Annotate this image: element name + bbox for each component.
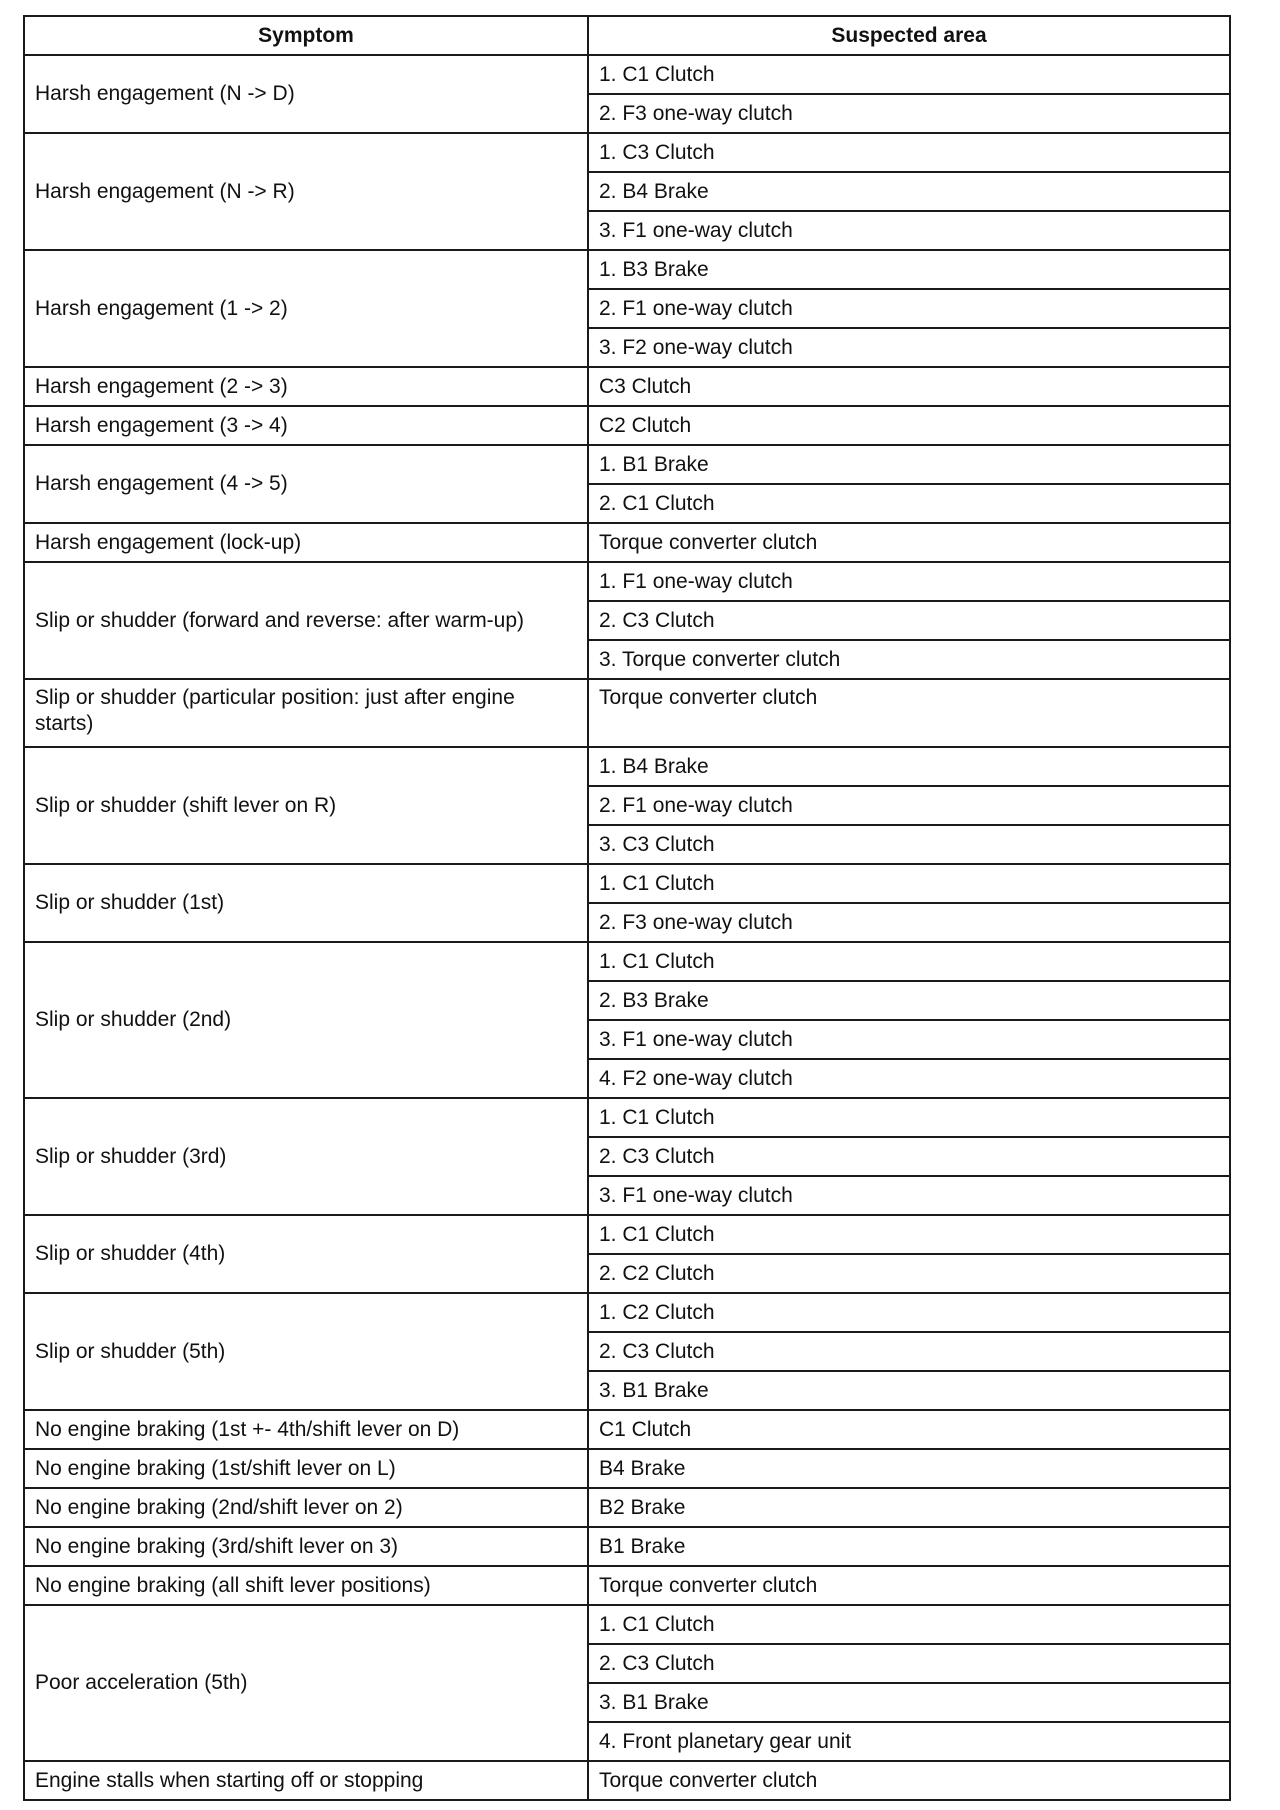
suspected-area-cell: 1. C1 Clutch bbox=[588, 1215, 1230, 1254]
table-row bbox=[24, 367, 1230, 406]
suspected-area-cell: 1. C1 Clutch bbox=[588, 1098, 1230, 1137]
symptom-cell: Harsh engagement (1 -> 2) bbox=[24, 250, 588, 367]
suspected-area-cell: Torque converter clutch bbox=[588, 1761, 1230, 1800]
suspected-area-cell: Torque converter clutch bbox=[588, 523, 1230, 562]
suspected-area-cell: B1 Brake bbox=[588, 1527, 1230, 1566]
suspected-area-cell: 3. F1 one-way clutch bbox=[588, 1020, 1230, 1059]
suspected-area-cell: 1. C1 Clutch bbox=[588, 864, 1230, 903]
symptom-cell: Harsh engagement (4 -> 5) bbox=[24, 445, 588, 523]
suspected-area-cell: Torque converter clutch bbox=[588, 1566, 1230, 1605]
table-row bbox=[24, 1488, 1230, 1527]
symptom-cell: Harsh engagement (2 -> 3) bbox=[24, 367, 588, 406]
table-row bbox=[24, 406, 1230, 445]
suspected-area-cell: 2. C2 Clutch bbox=[588, 1254, 1230, 1293]
suspected-area-cell: 1. B1 Brake bbox=[588, 445, 1230, 484]
suspected-area-cell: 1. C3 Clutch bbox=[588, 133, 1230, 172]
symptom-cell: Slip or shudder (5th) bbox=[24, 1293, 588, 1410]
suspected-area-cell: 2. F3 one-way clutch bbox=[588, 94, 1230, 133]
symptom-cell: Harsh engagement (lock-up) bbox=[24, 523, 588, 562]
suspected-area-cell: C1 Clutch bbox=[588, 1410, 1230, 1449]
table-row bbox=[24, 1215, 1230, 1254]
header-row bbox=[24, 16, 1230, 55]
table-row bbox=[24, 250, 1230, 289]
symptom-cell: Slip or shudder (3rd) bbox=[24, 1098, 588, 1215]
suspected-area-cell: 1. B4 Brake bbox=[588, 747, 1230, 786]
symptom-cell: No engine braking (2nd/shift lever on 2) bbox=[24, 1488, 588, 1527]
suspected-area-cell: 2. C3 Clutch bbox=[588, 1332, 1230, 1371]
suspected-area-cell: 2. B3 Brake bbox=[588, 981, 1230, 1020]
suspected-area-cell: C2 Clutch bbox=[588, 406, 1230, 445]
suspected-area-cell: 2. C3 Clutch bbox=[588, 1137, 1230, 1176]
symptom-cell: Poor acceleration (5th) bbox=[24, 1605, 588, 1761]
table-row bbox=[24, 523, 1230, 562]
table-row bbox=[24, 942, 1230, 981]
table-row bbox=[24, 747, 1230, 786]
suspected-area-cell: 1. C1 Clutch bbox=[588, 55, 1230, 94]
table-row bbox=[24, 1410, 1230, 1449]
symptom-cell: Slip or shudder (forward and reverse: after warm-up) bbox=[24, 562, 588, 679]
symptom-cell: Slip or shudder (1st) bbox=[24, 864, 588, 942]
table-row bbox=[24, 1527, 1230, 1566]
suspected-area-cell: 3. B1 Brake bbox=[588, 1371, 1230, 1410]
suspected-area-cell: 1. B3 Brake bbox=[588, 250, 1230, 289]
header-symptom: Symptom bbox=[24, 16, 588, 55]
suspected-area-cell: 2. C3 Clutch bbox=[588, 601, 1230, 640]
symptom-cell: No engine braking (1st +- 4th/shift lever on D) bbox=[24, 1410, 588, 1449]
table-row bbox=[24, 562, 1230, 601]
suspected-area-cell: 4. F2 one-way clutch bbox=[588, 1059, 1230, 1098]
table-row bbox=[24, 864, 1230, 903]
table-body bbox=[24, 55, 1230, 1800]
symptom-cell: No engine braking (all shift lever positions) bbox=[24, 1566, 588, 1605]
suspected-area-cell: 3. F1 one-way clutch bbox=[588, 211, 1230, 250]
suspected-area-cell: C3 Clutch bbox=[588, 367, 1230, 406]
symptom-cell: Harsh engagement (N -> D) bbox=[24, 55, 588, 133]
suspected-area-cell: Torque converter clutch bbox=[588, 679, 1230, 747]
suspected-area-cell: 2. C1 Clutch bbox=[588, 484, 1230, 523]
symptom-cell: Slip or shudder (shift lever on R) bbox=[24, 747, 588, 864]
troubleshooting-table bbox=[23, 15, 1231, 1801]
header-suspected-area: Suspected area bbox=[588, 16, 1230, 55]
symptom-cell: Slip or shudder (particular position: just after engine starts) bbox=[24, 679, 588, 747]
troubleshooting-table-container bbox=[23, 15, 1229, 1801]
table-row bbox=[24, 1566, 1230, 1605]
suspected-area-cell: B4 Brake bbox=[588, 1449, 1230, 1488]
table-row bbox=[24, 1293, 1230, 1332]
suspected-area-cell: 1. F1 one-way clutch bbox=[588, 562, 1230, 601]
suspected-area-cell: 1. C2 Clutch bbox=[588, 1293, 1230, 1332]
suspected-area-cell: 2. F3 one-way clutch bbox=[588, 903, 1230, 942]
table-row bbox=[24, 1605, 1230, 1644]
symptom-cell: Harsh engagement (N -> R) bbox=[24, 133, 588, 250]
suspected-area-cell: 3. C3 Clutch bbox=[588, 825, 1230, 864]
suspected-area-cell: 3. F2 one-way clutch bbox=[588, 328, 1230, 367]
table-row bbox=[24, 679, 1230, 747]
suspected-area-cell: 1. C1 Clutch bbox=[588, 1605, 1230, 1644]
suspected-area-cell: B2 Brake bbox=[588, 1488, 1230, 1527]
suspected-area-cell: 1. C1 Clutch bbox=[588, 942, 1230, 981]
table-row bbox=[24, 133, 1230, 172]
symptom-cell: No engine braking (1st/shift lever on L) bbox=[24, 1449, 588, 1488]
table-row bbox=[24, 55, 1230, 94]
suspected-area-cell: 3. Torque converter clutch bbox=[588, 640, 1230, 679]
suspected-area-cell: 2. B4 Brake bbox=[588, 172, 1230, 211]
suspected-area-cell: 3. B1 Brake bbox=[588, 1683, 1230, 1722]
table-row bbox=[24, 445, 1230, 484]
symptom-cell: Engine stalls when starting off or stopping bbox=[24, 1761, 588, 1800]
suspected-area-cell: 2. F1 one-way clutch bbox=[588, 786, 1230, 825]
suspected-area-cell: 4. Front planetary gear unit bbox=[588, 1722, 1230, 1761]
symptom-cell: Slip or shudder (2nd) bbox=[24, 942, 588, 1098]
suspected-area-cell: 2. F1 one-way clutch bbox=[588, 289, 1230, 328]
table-row bbox=[24, 1449, 1230, 1488]
table-row bbox=[24, 1761, 1230, 1800]
table-row bbox=[24, 1098, 1230, 1137]
symptom-cell: Slip or shudder (4th) bbox=[24, 1215, 588, 1293]
symptom-cell: No engine braking (3rd/shift lever on 3) bbox=[24, 1527, 588, 1566]
symptom-cell: Harsh engagement (3 -> 4) bbox=[24, 406, 588, 445]
suspected-area-cell: 2. C3 Clutch bbox=[588, 1644, 1230, 1683]
suspected-area-cell: 3. F1 one-way clutch bbox=[588, 1176, 1230, 1215]
